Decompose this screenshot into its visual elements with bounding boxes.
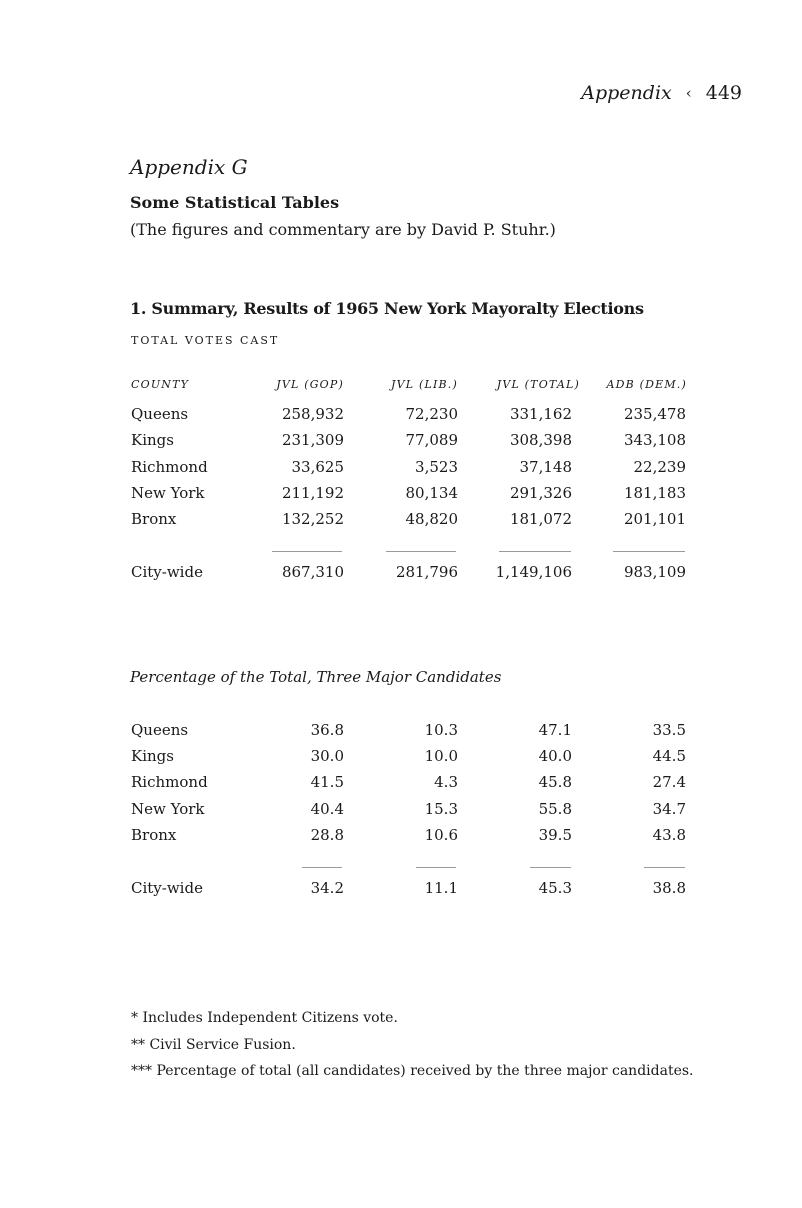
table-cell: 235,478 [623, 405, 686, 423]
total-row-label: City-wide [131, 563, 203, 581]
table-cell: 10.6 [424, 826, 458, 844]
table-cell: 331,162 [509, 405, 572, 423]
table-cell: 77,089 [405, 431, 458, 449]
percentage-table-title: Percentage of the Total, Three Major Candidates [130, 668, 502, 686]
column-header-jvl-total: JVL (TOTAL) [496, 378, 580, 391]
chevron-left-icon: ‹ [685, 84, 692, 102]
table-cell: 43.8 [652, 826, 686, 844]
section-note: (The figures and commentary are by David P. Stuhr.) [130, 220, 556, 239]
column-header-jvl-gop: JVL (GOP) [276, 378, 344, 391]
footnote: * Includes Independent Citizens vote. [131, 1010, 398, 1026]
sum-rule [613, 551, 685, 552]
table-cell: 37,148 [519, 458, 572, 476]
section-title: Some Statistical Tables [130, 193, 340, 212]
total-cell: 45.3 [538, 879, 572, 897]
total-cell: 1,149,106 [495, 563, 572, 581]
table-title: 1. Summary, Results of 1965 New York Mayoralty Elections [130, 299, 644, 318]
table-cell: 343,108 [623, 431, 686, 449]
footnote: ** Civil Service Fusion. [131, 1037, 296, 1053]
table-row-county: Richmond [131, 773, 208, 791]
sum-rule [386, 551, 456, 552]
table-subtitle: TOTAL VOTES CAST [131, 334, 280, 347]
table-row-county: New York [131, 800, 205, 818]
table-cell: 22,239 [633, 458, 686, 476]
total-cell: 281,796 [395, 563, 458, 581]
table-cell: 36.8 [310, 721, 344, 739]
appendix-title: Appendix G [130, 155, 248, 179]
sum-rule [499, 551, 571, 552]
table-cell: 258,932 [281, 405, 344, 423]
sum-rule [416, 867, 456, 868]
table-cell: 30.0 [310, 747, 344, 765]
table-cell: 44.5 [652, 747, 686, 765]
column-header-county: COUNTY [131, 378, 190, 391]
table-cell: 201,101 [623, 510, 686, 528]
table-cell: 72,230 [405, 405, 458, 423]
total-cell: 34.2 [310, 879, 344, 897]
table-cell: 47.1 [538, 721, 572, 739]
column-header-adb-dem: ADB (DEM.) [606, 378, 687, 391]
table-cell: 308,398 [509, 431, 572, 449]
table-row-county: Bronx [131, 510, 177, 528]
table-cell: 231,309 [281, 431, 344, 449]
table-row-county: New York [131, 484, 205, 502]
sum-rule [272, 551, 342, 552]
total-cell: 38.8 [652, 879, 686, 897]
table-cell: 45.8 [538, 773, 572, 791]
total-cell: 983,109 [623, 563, 686, 581]
table-cell: 80,134 [405, 484, 458, 502]
column-header-jvl-lib: JVL (LIB.) [391, 378, 458, 391]
table-cell: 40.4 [310, 800, 344, 818]
table-row-county: Queens [131, 405, 189, 423]
sum-rule [302, 867, 342, 868]
table-cell: 39.5 [538, 826, 572, 844]
table-cell: 10.0 [424, 747, 458, 765]
table-cell: 48,820 [405, 510, 458, 528]
sum-rule [644, 867, 685, 868]
table-cell: 41.5 [310, 773, 344, 791]
total-row-label: City-wide [131, 879, 203, 897]
running-head-title: Appendix [581, 82, 672, 104]
table-cell: 132,252 [281, 510, 344, 528]
running-head [480, 80, 742, 107]
table-row-county: Bronx [131, 826, 177, 844]
table-cell: 181,183 [623, 484, 686, 502]
table-row-county: Richmond [131, 458, 208, 476]
total-cell: 867,310 [281, 563, 344, 581]
table-cell: 181,072 [509, 510, 572, 528]
table-cell: 4.3 [434, 773, 458, 791]
table-cell: 34.7 [652, 800, 686, 818]
table-cell: 40.0 [538, 747, 572, 765]
table-cell: 15.3 [424, 800, 458, 818]
table-row-county: Kings [131, 431, 174, 449]
table-cell: 211,192 [281, 484, 344, 502]
table-row-county: Kings [131, 747, 174, 765]
table-row-county: Queens [131, 721, 189, 739]
table-cell: 3,523 [415, 458, 458, 476]
table-cell: 55.8 [538, 800, 572, 818]
table-cell: 33,625 [291, 458, 344, 476]
table-cell: 33.5 [652, 721, 686, 739]
sum-rule [530, 867, 571, 868]
page-number: 449 [705, 82, 742, 104]
table-cell: 27.4 [652, 773, 686, 791]
table-cell: 291,326 [509, 484, 572, 502]
table-cell: 10.3 [424, 721, 458, 739]
total-cell: 11.1 [424, 879, 458, 897]
footnote: *** Percentage of total (all candidates) received by the three major candidates. [131, 1063, 694, 1079]
table-cell: 28.8 [310, 826, 344, 844]
